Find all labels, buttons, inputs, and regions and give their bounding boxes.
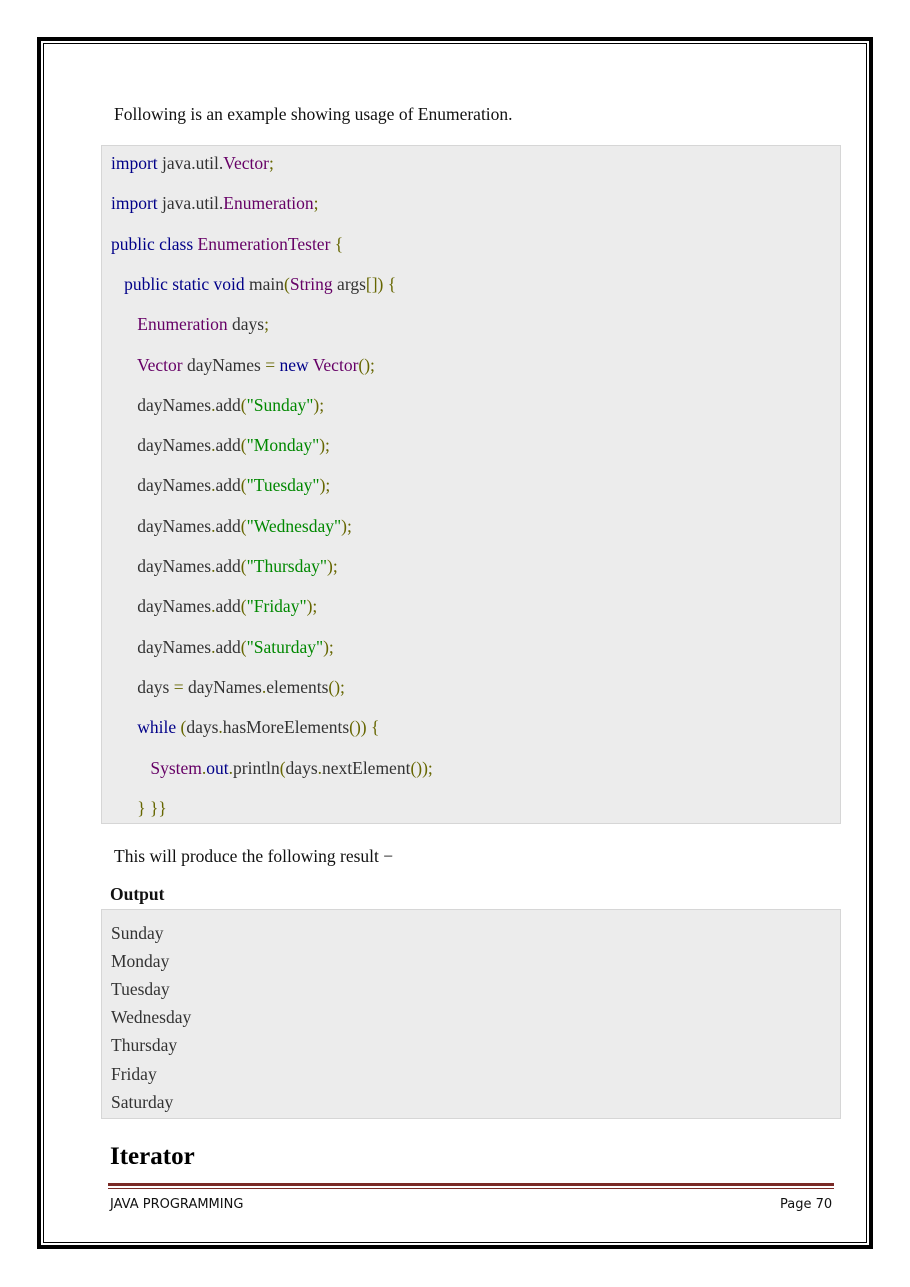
code-token: add bbox=[215, 515, 241, 536]
code-token bbox=[111, 314, 137, 334]
code-token: new bbox=[279, 354, 309, 375]
code-token: ( bbox=[180, 717, 187, 738]
code-token: add bbox=[215, 596, 241, 617]
code-line bbox=[111, 314, 269, 334]
output-line: Sunday bbox=[111, 923, 164, 943]
code-token: (); bbox=[358, 354, 375, 375]
code-token: Enumeration bbox=[137, 314, 228, 335]
code-line bbox=[111, 596, 317, 616]
code-token bbox=[111, 717, 137, 737]
code-line bbox=[111, 153, 274, 173]
code-token: elements bbox=[266, 676, 329, 697]
code-token: add bbox=[215, 475, 241, 496]
code-line bbox=[111, 355, 375, 375]
code-token: dayNames bbox=[111, 515, 212, 536]
code-block bbox=[101, 145, 841, 824]
code-token: ); bbox=[341, 515, 352, 536]
code-line bbox=[111, 516, 352, 536]
code-token: . bbox=[218, 717, 223, 738]
code-token: "Monday" bbox=[246, 435, 320, 456]
output-line: Friday bbox=[111, 1063, 157, 1084]
code-token: = bbox=[173, 676, 184, 697]
code-token: java.util. bbox=[157, 193, 224, 214]
code-token: dayNames bbox=[182, 354, 266, 375]
code-token: java.util. bbox=[157, 153, 224, 173]
code-token: add bbox=[215, 435, 241, 456]
intro-text: Following is an example showing usage of Enumeration. bbox=[114, 104, 513, 124]
code-line bbox=[111, 717, 379, 737]
code-token bbox=[111, 798, 137, 818]
code-line bbox=[111, 677, 345, 697]
output-block bbox=[101, 909, 841, 1119]
code-token: . bbox=[317, 757, 322, 778]
code-token: dayNames bbox=[111, 394, 212, 415]
code-token: main bbox=[244, 273, 285, 294]
code-line bbox=[111, 556, 338, 576]
code-line bbox=[111, 435, 330, 455]
code-token: . bbox=[211, 394, 216, 415]
code-token: EnumerationTester bbox=[197, 233, 331, 254]
code-token: ); bbox=[319, 435, 330, 456]
output-line: Monday bbox=[111, 951, 170, 972]
code-token: ; bbox=[264, 314, 269, 335]
code-token: dayNames bbox=[111, 556, 212, 576]
output-line: Tuesday bbox=[111, 979, 170, 1000]
code-line bbox=[111, 798, 167, 818]
code-token bbox=[111, 355, 137, 375]
code-token: "Friday" bbox=[246, 596, 307, 617]
output-label: Output bbox=[110, 884, 165, 904]
section-heading: Iterator bbox=[110, 1143, 195, 1170]
code-token bbox=[111, 274, 124, 294]
code-token: Enumeration bbox=[223, 193, 314, 214]
code-token: days bbox=[186, 717, 219, 738]
code-token: ); bbox=[319, 475, 331, 496]
code-token: []) { bbox=[365, 273, 397, 294]
code-token: dayNames bbox=[111, 596, 212, 617]
code-token: ); bbox=[327, 556, 338, 576]
code-token: { bbox=[334, 233, 344, 254]
code-line bbox=[111, 193, 319, 213]
code-token: . bbox=[201, 757, 207, 778]
code-token: ( bbox=[240, 435, 247, 456]
code-token: ( bbox=[240, 515, 247, 536]
code-token: add bbox=[215, 636, 241, 657]
code-token: Vector bbox=[136, 354, 183, 375]
code-token: ); bbox=[313, 394, 325, 415]
code-token: ( bbox=[240, 475, 247, 496]
output-line: Saturday bbox=[111, 1091, 174, 1112]
code-token: (); bbox=[328, 676, 345, 697]
code-token: dayNames bbox=[111, 636, 212, 657]
code-token: out bbox=[206, 757, 229, 778]
code-token: days bbox=[227, 314, 265, 335]
code-token: ( bbox=[240, 596, 247, 617]
code-token: . bbox=[261, 676, 267, 697]
code-token: Vector bbox=[312, 354, 359, 375]
code-token: ( bbox=[284, 273, 290, 294]
code-line bbox=[111, 637, 334, 657]
code-token: String bbox=[289, 273, 333, 294]
code-token: } }} bbox=[137, 797, 167, 818]
code-token: ; bbox=[313, 193, 319, 214]
code-token: nextElement bbox=[322, 757, 411, 778]
code-token: "Wednesday" bbox=[246, 515, 342, 536]
footer-title: JAVA PROGRAMMING bbox=[110, 1197, 244, 1212]
code-token: . bbox=[211, 556, 216, 576]
output-line: Thursday bbox=[111, 1035, 178, 1056]
code-token: dayNames bbox=[111, 435, 212, 456]
code-token: dayNames bbox=[183, 676, 262, 697]
code-token: ( bbox=[240, 556, 247, 576]
code-token: ); bbox=[306, 596, 318, 617]
code-line bbox=[111, 234, 343, 254]
code-line bbox=[111, 758, 433, 778]
code-line bbox=[111, 475, 330, 495]
code-token: import bbox=[111, 153, 158, 173]
code-token: ); bbox=[323, 636, 334, 657]
code-token: add bbox=[215, 394, 241, 415]
code-token: . bbox=[211, 475, 216, 496]
code-token: ()) bbox=[349, 717, 367, 738]
code-token: days bbox=[285, 757, 318, 778]
code-token: . bbox=[211, 596, 216, 617]
code-token: public static void bbox=[124, 273, 245, 294]
code-token: public class bbox=[111, 233, 194, 254]
code-token: "Thursday" bbox=[246, 556, 327, 576]
code-token: "Sunday" bbox=[246, 394, 314, 415]
code-token: System bbox=[150, 757, 202, 778]
footer-rule-thin bbox=[108, 1188, 834, 1189]
code-token: println bbox=[233, 757, 280, 778]
code-token: "Tuesday" bbox=[246, 475, 320, 496]
code-token: Vector bbox=[223, 153, 269, 173]
code-token bbox=[111, 758, 150, 778]
code-token: ( bbox=[240, 394, 247, 415]
code-line bbox=[111, 274, 396, 294]
code-token: ( bbox=[240, 636, 247, 657]
result-text: This will produce the following result − bbox=[114, 846, 394, 866]
code-token: ( bbox=[279, 757, 286, 778]
code-token: = bbox=[265, 354, 276, 375]
code-token: dayNames bbox=[111, 475, 212, 496]
code-token: { bbox=[371, 717, 380, 738]
footer-rule bbox=[108, 1183, 834, 1186]
code-token: hasMoreElements bbox=[222, 717, 350, 738]
page-number: Page 70 bbox=[780, 1197, 833, 1212]
code-token: while bbox=[137, 717, 177, 738]
code-token: args bbox=[332, 273, 366, 294]
code-token: . bbox=[211, 435, 216, 456]
code-line bbox=[111, 395, 324, 415]
code-token: "Saturday" bbox=[246, 636, 324, 657]
code-token: . bbox=[211, 515, 216, 536]
code-token: days bbox=[111, 676, 174, 697]
code-token: add bbox=[215, 556, 241, 576]
code-token: ; bbox=[268, 153, 274, 173]
code-token: . bbox=[211, 636, 216, 657]
code-token: ()); bbox=[410, 757, 433, 778]
code-token: . bbox=[228, 757, 234, 778]
output-line: Wednesday bbox=[111, 1007, 192, 1028]
code-token: import bbox=[111, 193, 158, 214]
